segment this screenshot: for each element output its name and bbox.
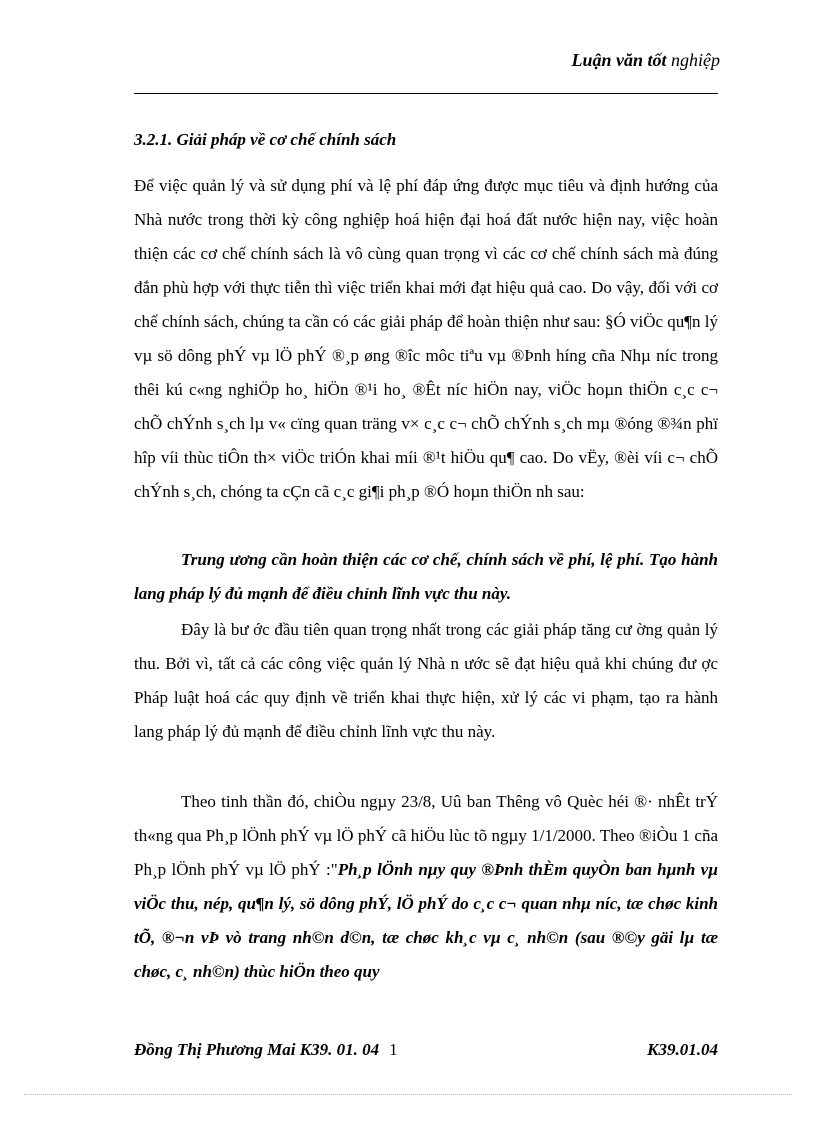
- paragraph-2: Trung ương cần hoàn thiện các cơ chế, chính sách về phí, lệ phí. Tạo hành lang pháp lý đủ mạnh để điều chỉnh lĩnh vực thu này.: [134, 550, 718, 603]
- body-part-1: [134, 169, 718, 509]
- paragraph-3: Đây là bư ớc đầu tiên quan trọng nhất trong các giải pháp tăng cư ờng quản lý thu. Bởi vì, tất cả các công việc quản lý Nhà n ước sẽ đạt hiệu quả khi chúng đư ợc Pháp luật hoá các quy định về triển khai thực hiện, xử lý các vi phạm, tạo ra hành lang pháp lý đủ mạnh để điều chỉnh lĩnh vực thu này.: [134, 620, 718, 741]
- body-part-2: [134, 543, 718, 611]
- section-heading: 3.2.1. Giải pháp về cơ chế chính sách: [134, 130, 397, 149]
- paragraph-4: [134, 785, 718, 989]
- header-title-bold: Luận văn tốt: [571, 50, 667, 70]
- paragraph-4-text: Theo tinh thần đó, chiÒu ngµy 23/8, Uû ban Thêng vô Quèc héi ®· nhÊt trÝ th«ng qua Ph¸p lÖnh phÝ vµ lÖ phÝ cã hiÖu lùc tõ ngµy 1/1/2000. Theo ®iÒu 1 cña Ph¸p lÖnh phÝ vµ lÖ phÝ :": [134, 792, 718, 879]
- paragraph-1: Để việc quản lý và sử dụng phí và lệ phí đáp ứng được mục tiêu và định hướng của Nhà nước trong thời kỳ công nghiệp hoá hiện đại hoá đất nước hiện nay, việc hoàn thiện các cơ chế chính sách là vô cùng quan trọng vì các cơ chế chính sách mà đúng đắn phù hợp với thực tiễn thì việc triển khai mới đạt hiệu quả cao. Do vậy, đối với cơ chế chính sách, chúng ta cần có các giải pháp để hoàn thiện như sau: §Ó viÖc qu¶n lý vµ sö dông phÝ vµ lÖ phÝ ®¸p øng ®îc môc tiªu vµ ®Þnh híng cña Nhµ níc trong thêi kú c«ng nghiÖp ho¸ hiÖn ®¹i ho¸ ®Êt níc hiÖn nay, viÖc hoµn thiÖn c¸c c¬ chÕ chÝnh s¸ch lµ v« cïng quan träng v× c¸c c¬ chÕ chÝnh s¸ch mµ ®óng ®¾n phï hîp víi thùc tiÔn th× viÖc triÓn khai míi ®¹t hiÖu qu¶ cao. Do vËy, ®èi víi c¬ chÕ chÝnh s¸ch, chóng ta cÇn cã c¸c gi¶i ph¸p ®Ó hoµn thiÖn nh sau:: [134, 176, 718, 501]
- body-part-4: [134, 785, 718, 989]
- body-part-3: [134, 613, 718, 749]
- header-title-light: nghiệp: [666, 50, 720, 70]
- paragraph-4-quote: Ph¸p lÖnh nµy quy ®Þnh thÈm quyÒn ban hµnh vµ viÖc thu, nép, qu¶n lý, sö dông phÝ, lÖ phÝ do c¸c c¬ quan nhµ níc, tæ chøc kinh tÕ, ®¬n vÞ vò trang nh©n d©n, tæ chøc kh¸c vµ c¸ nh©n (sau ®©y gäi lµ tæ chøc, c¸ nh©n) thùc hiÖn theo quy: [134, 860, 718, 981]
- footer-code: K39.01.04: [647, 1040, 718, 1059]
- running-header: [571, 50, 720, 71]
- page-number: 1: [389, 1040, 398, 1059]
- footer-author: Đồng Thị Phương Mai K39. 01. 04: [134, 1040, 380, 1059]
- page-footer: [134, 1040, 718, 1060]
- header-rule: [134, 93, 718, 94]
- page-bottom-rule: [24, 1094, 792, 1095]
